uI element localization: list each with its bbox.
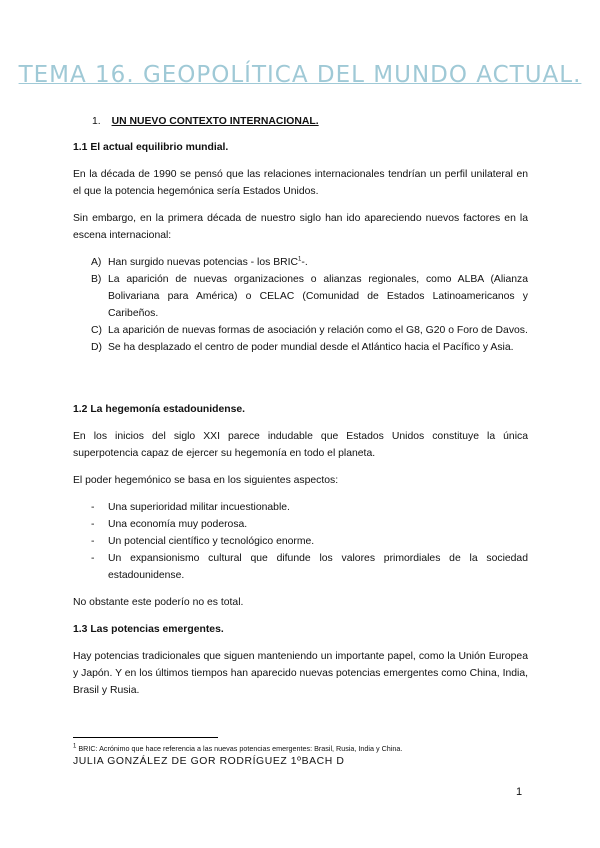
author-footer: JULIA GONZÁLEZ DE GOR RODRÍGUEZ 1ºBACH D: [73, 756, 345, 767]
factors-list: [73, 254, 528, 356]
list-item: - Una superioridad militar incuestionable.: [73, 499, 528, 516]
list-marker: A): [91, 257, 102, 268]
subsection-heading-1-2: 1.2 La hegemonía estadounidense.: [73, 404, 246, 415]
footnote-ref: 1: [298, 256, 302, 263]
section-title: UN NUEVO CONTEXTO INTERNACIONAL.: [111, 116, 319, 127]
document-title: TEMA 16. GEOPOLÍTICA DEL MUNDO ACTUAL.: [18, 62, 582, 88]
list-item: A) Han surgido nuevas potencias - los BRIC$^1$-.: [73, 254, 528, 271]
list-marker: -: [91, 519, 95, 530]
subsection-heading-1-3: 1.3 Las potencias emergentes.: [73, 624, 224, 635]
paragraph-1-1-a: En la década de 1990 se pensó que las relaciones internacionales tendrían un perfil unilateral en el que la potencia hegemónica sería Estados Unidos.: [73, 169, 528, 197]
list-marker: B): [91, 274, 102, 285]
aspects-list: [73, 499, 528, 584]
subsection-heading-1-1: 1.1 El actual equilibrio mundial.: [73, 142, 229, 153]
page-number: 1: [516, 786, 523, 798]
list-item: D) Se ha desplazado el centro de poder mundial desde el Atlántico hacia el Pacífico y Asia.: [73, 339, 528, 356]
paragraph-1-1-b: Sin embargo, en la primera década de nuestro siglo han ido apareciendo nuevos factores en la escena internacional:: [73, 213, 528, 241]
list-marker: D): [91, 342, 102, 353]
list-item: C) La aparición de nuevas formas de asociación y relación como el G8, G20 o Foro de Davos.: [73, 322, 528, 339]
list-item: - Un potencial científico y tecnológico enorme.: [73, 533, 528, 550]
section-heading: [92, 113, 547, 130]
list-item: - Un expansionismo cultural que difunde los valores primordiales de la sociedad estadounidense.: [73, 550, 528, 584]
footnote-number: 1: [73, 743, 77, 750]
list-marker: C): [91, 325, 102, 336]
list-marker: -: [91, 502, 95, 513]
paragraph-1-2-b: El poder hegemónico se basa en los siguientes aspectos:: [73, 475, 339, 486]
list-marker: -: [91, 553, 95, 564]
list-item: B) La aparición de nuevas organizaciones o alianzas regionales, como ALBA (Alianza Bolivariana para América) o CELAC (Comunidad de Estados Latinoamericanos y Caribeños.: [73, 271, 528, 322]
footnote-text: BRIC: Acrónimo que hace referencia a las nuevas potencias emergentes: Brasil, Rusia, India y China.: [78, 744, 403, 753]
list-marker: -: [91, 536, 95, 547]
footnote: [73, 744, 402, 754]
paragraph-1-3-a: Hay potencias tradicionales que siguen manteniendo un importante papel, como la Unión Europea y Japón. Y en los últimos tiempos han aparecido nuevas potencias emergentes como China, India, Brasil y Rusia.: [73, 651, 528, 696]
footnote-separator: [73, 737, 218, 738]
section-number: 1.: [92, 116, 101, 127]
list-item: - Una economía muy poderosa.: [73, 516, 528, 533]
paragraph-1-2-a: En los inicios del siglo XXI parece indudable que Estados Unidos constituye la única superpotencia capaz de ejercer su hegemonía en todo el planeta.: [73, 431, 528, 459]
paragraph-1-2-c: No obstante este poderío no es total.: [73, 597, 244, 608]
